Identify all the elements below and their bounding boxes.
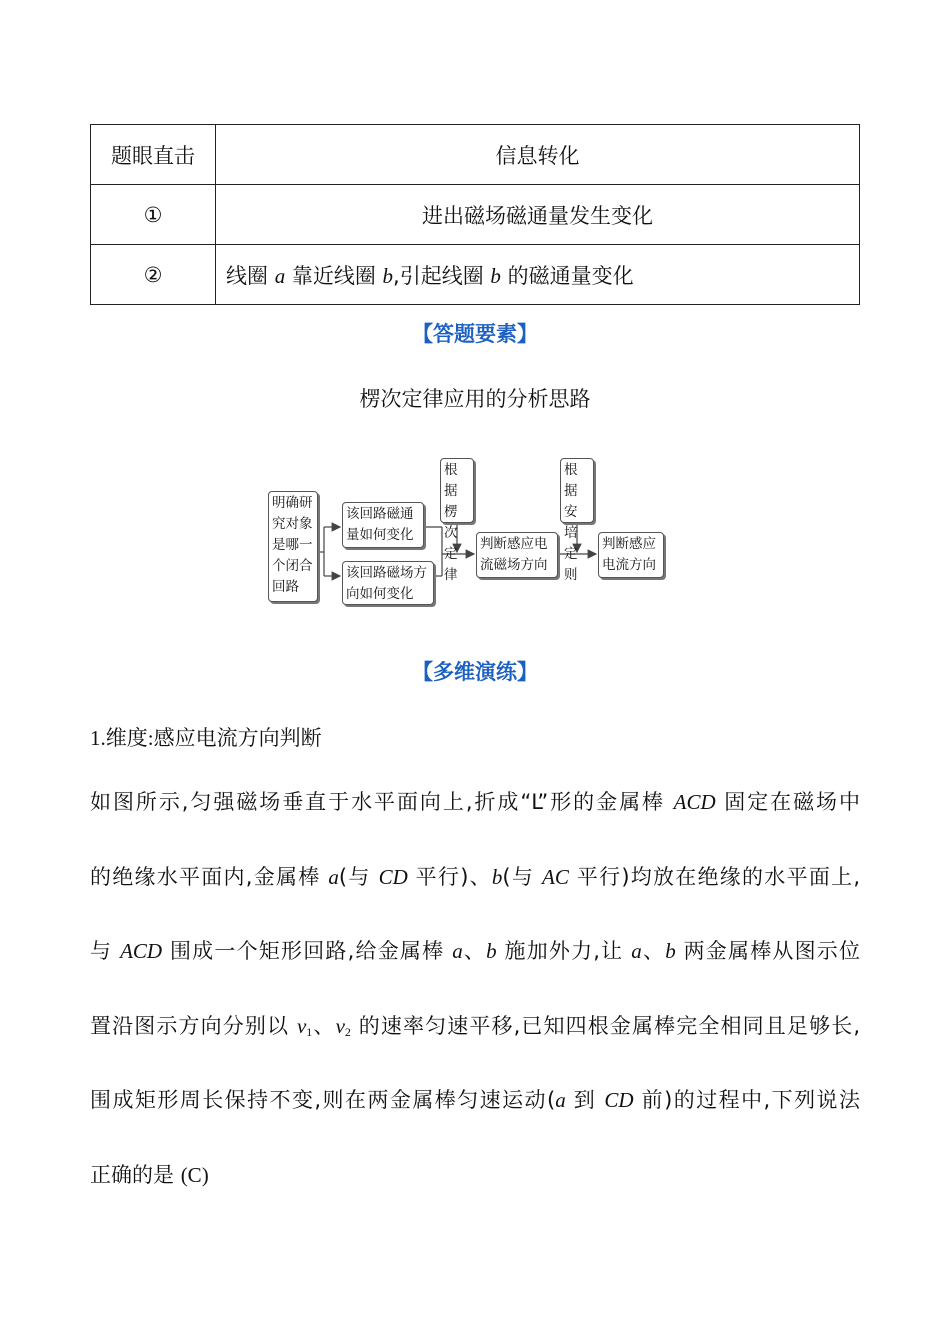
- question-line: 正确的是 (C): [90, 1163, 209, 1187]
- flow-box-flux-change: 该回路磁通量如何变化: [342, 502, 424, 548]
- table-row: [91, 245, 860, 305]
- question-line: 的绝缘水平面内,金属棒 a(与 CD 平行)、b(与 AC 平行)均放在绝缘的水平面上,: [90, 865, 861, 889]
- flow-box-lenz-law: 根据楞次定律: [440, 458, 474, 523]
- question-line: 与 ACD 围成一个矩形回路,给金属棒 a、b 施加外力,让 a、b 两金属棒从图示位: [90, 939, 861, 963]
- question-line: 置沿图示方向分别以 $v_1$、$v_2$ 的速率匀速平移,已知四根金属棒完全相同且足够长,: [90, 1014, 860, 1039]
- answer-choice: (C): [180, 1163, 209, 1187]
- flow-box-current-direction: 判断感应电流方向: [598, 532, 664, 578]
- table-header-row: [91, 125, 860, 185]
- row-marker: ①: [91, 185, 216, 245]
- row-text: 线圈 a 靠近线圈 b,引起线圈 b 的磁通量变化: [216, 245, 860, 305]
- flow-box-induced-field: 判断感应电流磁场方向: [476, 532, 558, 578]
- flow-box-field-direction: 该回路磁场方向如何变化: [342, 561, 434, 605]
- question-line: 围成矩形周长保持不变,则在两金属棒匀速运动(a 到 CD 前)的过程中,下列说法: [90, 1088, 860, 1112]
- table-row: [91, 185, 860, 245]
- flow-box-ampere-rule: 根据安培定则: [560, 458, 594, 523]
- question-line: 如图所示,匀强磁场垂直于水平面向上,折成“L”形的金属棒 ACD 固定在磁场中: [90, 790, 860, 814]
- header-cell-2: 信息转化: [216, 125, 860, 185]
- practice-section-heading: 【多维演练】: [412, 660, 538, 684]
- row-marker: ②: [91, 245, 216, 305]
- flowchart-title: 楞次定律应用的分析思路: [359, 387, 591, 411]
- flow-box-identify-circuit: 明确研究对象是哪一个闭合回路: [268, 491, 318, 602]
- header-cell-1: 题眼直击: [91, 125, 216, 185]
- question-label: 1.维度:感应电流方向判断: [90, 726, 322, 750]
- flowchart: [262, 452, 682, 612]
- answer-section-heading: 【答题要素】: [412, 322, 538, 346]
- info-table: [90, 124, 860, 305]
- row-text: 进出磁场磁通量发生变化: [216, 185, 860, 245]
